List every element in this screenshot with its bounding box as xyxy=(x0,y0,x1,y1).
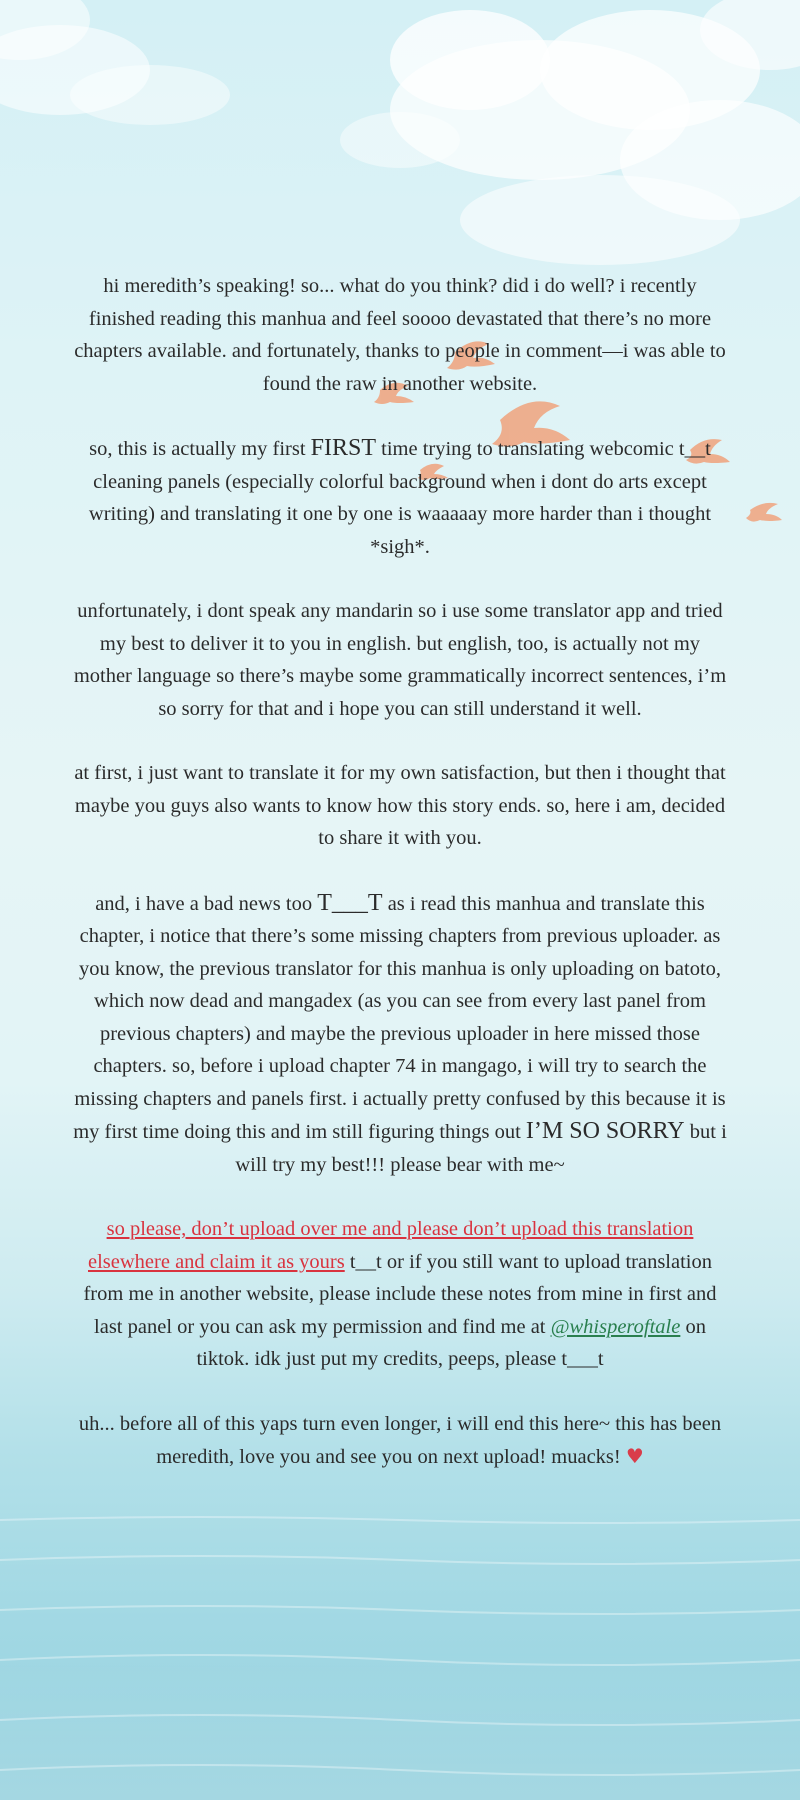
first-time-text-before: so, this is actually my first xyxy=(89,438,311,460)
motivation-text: at first, i just want to translate it for my own satisfaction, but then i thought that maybe you guys also wants to know how this story ends. so, here i am, decided to share it with you. xyxy=(74,762,726,849)
intro-text: hi meredith’s speaking! so... what do you think? did i do well? i recently finished reading this manhua and feel soooo devastated that there’s no more chapters available. and fortunately, thanks to people in comment—i was able to found the raw in another website. xyxy=(74,275,726,395)
missing-text-middle: as i read this manhua and translate this chapter, i notice that there’s some missing chapters from previous uploader. as you know, the previous translator for this manhua is only uploading on batoto, which now dead and mangadex (as you can see from every last panel from previous chapters) and maybe the previous uploader in here missed those chapters. so, before i upload chapter 74 in mangago, i will try to search the missing chapters and panels first. i actually pretty confused by this because it is my first time doing this and im still figuring things out xyxy=(73,892,726,1143)
clouds xyxy=(0,0,800,265)
outro-text: uh... before all of this yaps turn even longer, i will end this here~ this has been meredith, love you and see you on next upload! muacks! xyxy=(78,1412,722,1468)
language-text: unfortunately, i dont speak any mandarin so i use some translator app and tried my best to deliver it to you in english. but english, too, is actually not my mother language so there’s maybe some grammatically incorrect sentences, i’m so sorry for that and i hope you can still understand it well. xyxy=(73,600,727,720)
missing-text-after: but i will try my best!!! please bear with me~ xyxy=(235,1121,727,1176)
note-paragraph-first-time xyxy=(70,432,730,563)
first-emphasis: FIRST xyxy=(310,435,377,461)
tiktok-handle-link[interactable]: @whisperoftale xyxy=(550,1315,681,1338)
warning-after-text: on tiktok. idk just put my credits, peeps, please t___t xyxy=(196,1315,706,1370)
note-paragraph-outro xyxy=(70,1408,730,1474)
note-paragraph-intro xyxy=(70,270,730,400)
translator-note xyxy=(70,270,730,1506)
first-time-text-after: time trying to translating webcomic t__t cleaning panels (especially colorful background when i dont do arts except writing) and translating it one by one is waaaaay more harder than i thought *sigh*. xyxy=(88,438,712,558)
crying-emphasis: T___T xyxy=(317,889,383,916)
warning-followup-text: t__t or if you still want to upload translation from me in another website, please include these notes from mine in first and last panel or you can ask my permission and find me at xyxy=(83,1250,717,1338)
note-paragraph-warning xyxy=(70,1213,730,1376)
note-paragraph-language xyxy=(70,595,730,725)
sorry-emphasis: I’M SO SORRY xyxy=(525,1118,685,1144)
heart-icon: ♥ xyxy=(625,1444,644,1468)
note-paragraph-missing-chapters xyxy=(70,887,730,1182)
warning-text: so please, don’t upload over me and please don’t upload this translation elsewhere and claim it as yours xyxy=(88,1218,694,1273)
note-paragraph-motivation xyxy=(70,757,730,855)
missing-text-before: and, i have a bad news too xyxy=(95,892,318,915)
